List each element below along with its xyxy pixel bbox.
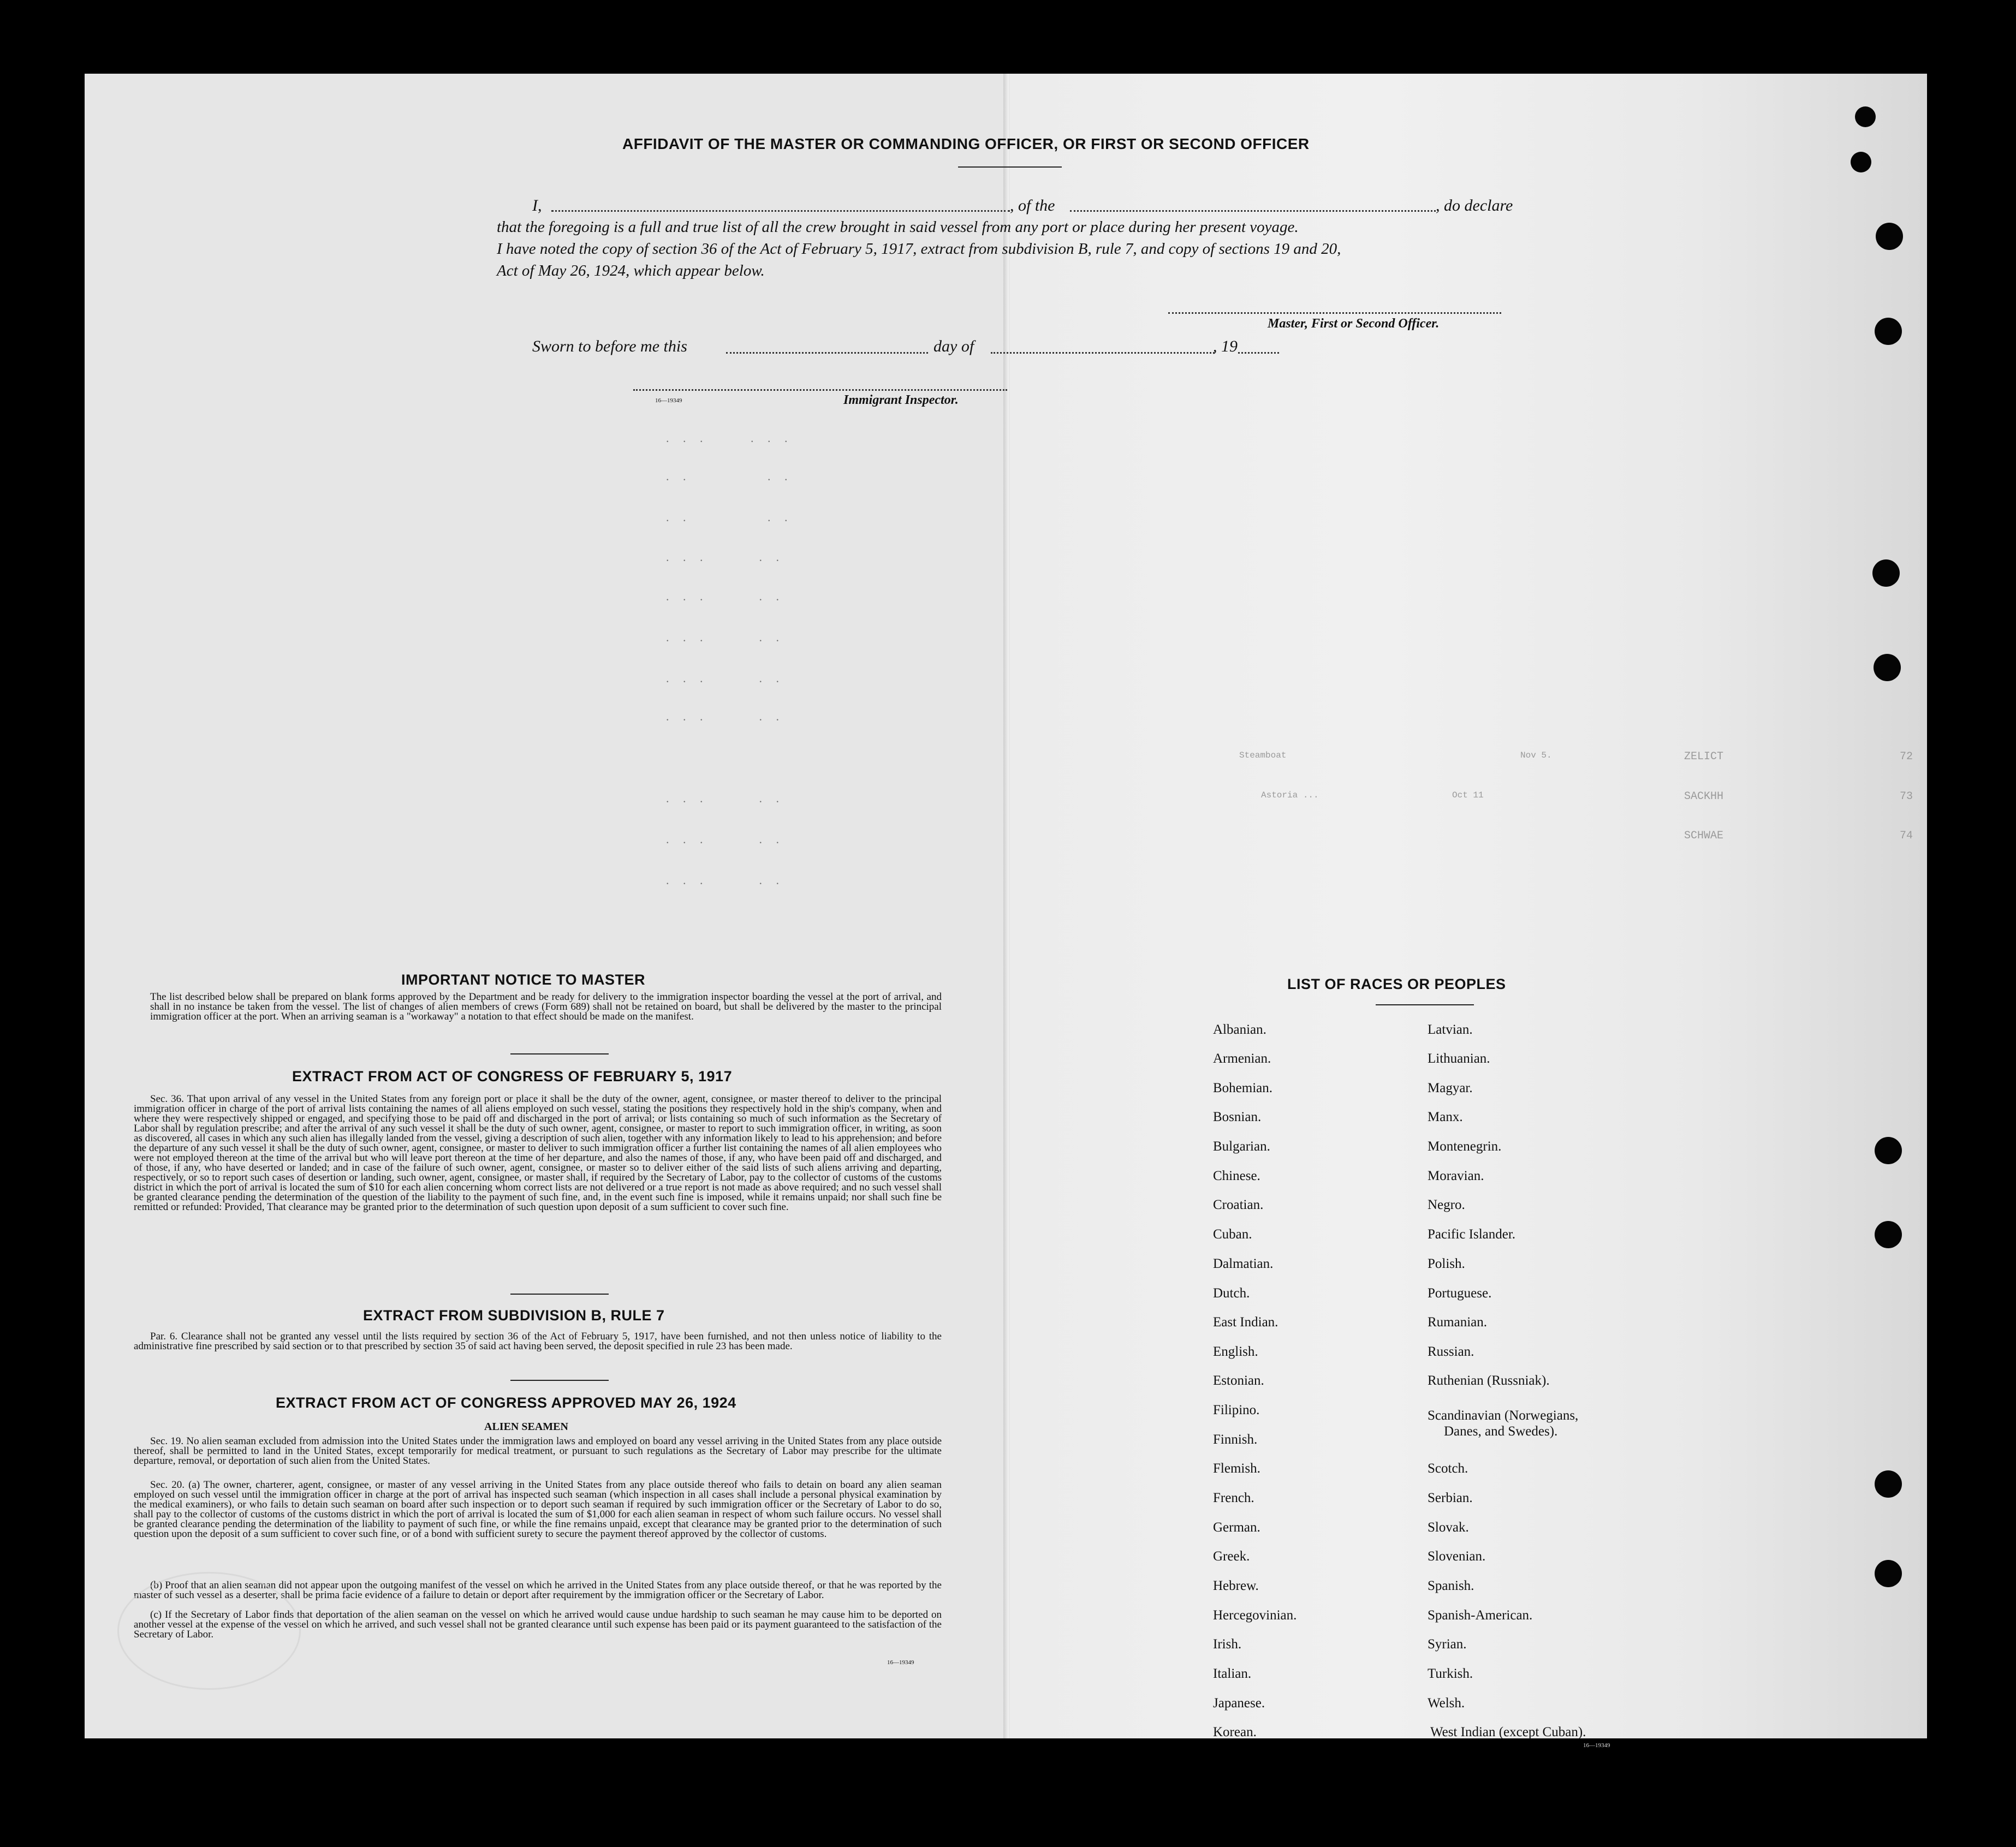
punch-hole: [1876, 223, 1903, 250]
year-text: , 19: [1213, 337, 1238, 355]
race-item: Syrian.: [1428, 1637, 1467, 1652]
ghost-row-number: 72: [1900, 750, 1913, 763]
signature-label: Master, First or Second Officer.: [1268, 317, 1440, 331]
race-item: Slovak.: [1428, 1520, 1469, 1535]
race-item: Croatian.: [1213, 1197, 1264, 1212]
race-item: Ruthenian (Russniak).: [1428, 1373, 1550, 1388]
race-item: Hercegovinian.: [1213, 1608, 1297, 1623]
race-item: Chinese.: [1213, 1169, 1260, 1183]
notice-text: The list described below shall be prepared on blank forms approved by the Department and be ready for delivery to the immigration inspector boarding the vessel at the port of arrival, and shall in no instance be taken from the vessel. The list of changes of alien members of crews (Form 689) shall not be retained on board, but shall be delivered by the master to the principal immigration officer at the port. When an arriving seaman is a "workaway" a notation to that effect should be made on the manifest.: [150, 991, 942, 1022]
race-item: Slovenian.: [1428, 1549, 1486, 1564]
affidavit-line-4: Act of May 26, 1924, which appear below.: [497, 262, 765, 279]
extract-1924-title: EXTRACT FROM ACT OF CONGRESS APPROVED MAY 26, 1924: [276, 1395, 736, 1411]
extract-1917-text: Sec. 36. That upon arrival of any vessel in the United States from any foreign port or place it shall be the duty of the owner, agent, consignee, or master thereof to deliver to the principal immigration officer in charge of the port of arrival lists containing the names of all aliens employed on such vessel, stating the positions they respectively hold in the ship's company, when and where they were respectively shipped or engaged, and specifying those to be paid off and discharged in the port of arrival; or lists containing so much of such information as the Secretary of Labor shall by regulation prescribe; and after the arrival of any such vessel it shall be the duty of such owner, agent, consignee, or master to report to such immigration officer, in writing, as soon as discovered, all cases in which any such alien has illegally landed from the vessel, giving a description of such alien, together with any information likely to lead to his apprehension; and before the departure of any such vessel it shall be the duty of such owner, agent, consignee, or master to deliver to such immigration officer a further list containing the names of all alien employees who were not employed thereon at the time of the arrival but who will leave port thereon at the time of her departure, and also the names of those, if any, who have been paid off and discharged, and of those, if any, who have deserted or landed; and in case of the failure of such owner, agent, consignee, or master so to deliver either of the said lists of such aliens arriving and departing, respectively, or so to report such cases of desertion or landing, such owner, agent, consignee, or master shall, if required by the Secretary of Labor, pay to the collector of customs of the customs district in which the port of arrival is located the sum of $10 for each alien concerning whom correct lists are not delivered or a true report is not made as above required; and no such vessel shall be granted clearance pending the determination of the question of the liability to the payment of such fine, and, in the event such fine is imposed, while it remains unpaid; nor shall such fine be remitted or refunded: Provided, That clearance may be granted prior to the determination of such question upon deposit of a sum sufficient to cover such fine.: [134, 1093, 942, 1213]
ghost-entry: Oct 11: [1452, 790, 1484, 800]
race-item: Dutch.: [1213, 1286, 1250, 1301]
race-item: Spanish-American.: [1428, 1608, 1533, 1623]
race-item: Welsh.: [1428, 1696, 1465, 1711]
affidavit-line-2: that the foregoing is a full and true list of all the crew brought in said vessel from any port or place during her present voyage.: [497, 218, 1299, 236]
faint-row-marks: . . . . . .: [666, 431, 793, 445]
document-page-right-half: [1010, 74, 1927, 1738]
embossed-seal: [117, 1572, 301, 1690]
subdivision-b-title: EXTRACT FROM SUBDIVISION B, RULE 7: [363, 1307, 665, 1324]
faint-row-marks: . . . . .: [666, 791, 784, 805]
race-item: Serbian.: [1428, 1491, 1473, 1505]
section-divider: [510, 1380, 609, 1381]
sec-19-text: Sec. 19. No alien seaman excluded from admission into the United States under the immigration laws and employed on board any vessel arriving in the United States from any place outside thereof, shall be permitted to land in the United States, except temporarily for medical treatment, or pursuant to such regulations as the Secretary of Labor may prescribe for the ultimate departure, removal, or deportation of such alien from the United States.: [134, 1435, 942, 1467]
race-item: Bulgarian.: [1213, 1139, 1270, 1154]
race-item: Danes, and Swedes).: [1444, 1424, 1558, 1439]
affidavit-title: AFFIDAVIT OF THE MASTER OR COMMANDING OFFICER, OR FIRST OR SECOND OFFICER: [622, 135, 1310, 152]
race-item: Albanian.: [1213, 1022, 1266, 1037]
form-number: 16—19349: [1583, 1742, 1610, 1749]
inspector-line: [633, 389, 1007, 391]
faint-row-marks: . . . . .: [666, 589, 784, 603]
ghost-entry: Steamboat: [1239, 750, 1287, 760]
race-item: English.: [1213, 1344, 1258, 1359]
page-fold: [1003, 74, 1009, 1738]
race-item: Negro.: [1428, 1197, 1465, 1212]
faint-row-marks: . . . . .: [666, 671, 784, 685]
sworn-month-blank: [991, 352, 1215, 354]
section-divider: [510, 1294, 609, 1295]
punch-hole: [1875, 1221, 1902, 1248]
name-blank: [551, 210, 1010, 212]
year-blank: [1238, 352, 1279, 354]
race-item: Flemish.: [1213, 1461, 1260, 1476]
race-item: Turkish.: [1428, 1666, 1473, 1681]
ghost-row-number: 73: [1900, 790, 1913, 803]
race-item: Spanish.: [1428, 1578, 1474, 1593]
faint-row-marks: . . . . .: [666, 873, 784, 887]
sec-20a-text: Sec. 20. (a) The owner, charterer, agent, consignee, or master of any vessel arriving in the United States from any place outside thereof who fails to detain on board any alien seaman employed on such vessel until the immigration officer in charge at the port of arrival has inspected such seaman (which inspection in all cases shall include a personal physical examination by the medical examiners), or who fails to detain such seaman on board after such inspection or to deport such seaman if required by such immigration officer or the Secretary of Labor to do so, shall pay to the collector of customs of the customs district in which the port of arrival is located the sum of $1,000 for each alien seaman in respect of whom such failure occurs. No vessel shall be granted clearance pending the determination of the liability to payment of such fine, or while the fine remains unpaid, except that clearance may be granted prior to the determination of such question upon the deposit of a sum sufficient to cover such fine, or of a bond with sufficient surety to secure the payment thereof approved by the collector of customs.: [134, 1479, 942, 1540]
faint-row-marks: . . . . .: [666, 710, 784, 723]
ghost-entry: Nov 5.: [1520, 750, 1552, 760]
race-item: Magyar.: [1428, 1081, 1473, 1095]
punch-hole: [1875, 1470, 1902, 1498]
form-number: 16—19349: [887, 1659, 914, 1666]
sec-20b-text: (b) Proof that an alien seaman did not appear upon the outgoing manifest of the vessel on which he arrived in the United States from any place outside thereof, or that he was reported by the master of such vessel as a deserter, shall be prima facie evidence of a failure to detain or deport after requirement by the immigration officer or the Secretary of Labor.: [134, 1580, 942, 1601]
race-item: Cuban.: [1213, 1227, 1252, 1242]
ghost-row-number: 74: [1900, 830, 1913, 842]
sworn-day-blank: [726, 352, 928, 354]
punch-hole: [1855, 106, 1876, 127]
day-of-text: day of: [933, 337, 974, 355]
race-item: Bosnian.: [1213, 1110, 1262, 1124]
section-divider: [510, 1053, 609, 1054]
faint-row-marks: . . . . .: [666, 550, 784, 564]
sec-20c-text: (c) If the Secretary of Labor finds that deportation of the alien seaman on the vessel on which he arrived would cause undue hardship to such seaman he may cause him to be deported on another vessel at the expense of the vessel on which he arrived, and such vessel shall not be granted clearance until such expense has been paid or its payment guaranteed to the satisfaction of the Secretary of Labor.: [134, 1609, 942, 1640]
faint-row-marks: . . . . .: [666, 630, 784, 644]
race-item: Latvian.: [1428, 1022, 1473, 1037]
race-item: Rumanian.: [1428, 1315, 1488, 1330]
race-item: Russian.: [1428, 1344, 1474, 1359]
race-item: Irish.: [1213, 1637, 1242, 1652]
race-item: French.: [1213, 1491, 1254, 1505]
race-item: Montenegrin.: [1428, 1139, 1502, 1154]
punch-hole: [1874, 654, 1901, 681]
ghost-entry: Astoria ...: [1261, 790, 1319, 800]
ghost-name: SCHWAE: [1684, 830, 1724, 842]
race-item: West Indian (except Cuban).: [1430, 1725, 1586, 1739]
affidavit-do-declare: , do declare: [1436, 196, 1513, 215]
race-item: Finnish.: [1213, 1432, 1258, 1447]
notice-title: IMPORTANT NOTICE TO MASTER: [401, 972, 645, 988]
punch-hole: [1851, 152, 1871, 172]
affidavit-of-the: , of the: [1010, 196, 1055, 215]
race-item: Greek.: [1213, 1549, 1250, 1564]
ghost-name: ZELICT: [1684, 750, 1724, 763]
race-item: Filipino.: [1213, 1403, 1260, 1417]
race-item: Bohemian.: [1213, 1081, 1273, 1095]
race-item: Armenian.: [1213, 1051, 1271, 1066]
punch-hole: [1875, 318, 1902, 345]
faint-row-marks: . . . .: [666, 510, 793, 524]
faint-row-marks: . . . .: [666, 469, 793, 483]
alien-seamen-subtitle: ALIEN SEAMEN: [484, 1421, 568, 1433]
race-item: Lithuanian.: [1428, 1051, 1490, 1066]
race-item: Estonian.: [1213, 1373, 1264, 1388]
form-number: 16—19349: [655, 397, 682, 404]
race-item: Scandinavian (Norwegians,: [1428, 1408, 1579, 1423]
affidavit-i: I,: [532, 196, 542, 215]
race-item: Korean.: [1213, 1725, 1257, 1739]
race-item: Manx.: [1428, 1110, 1463, 1124]
signature-line: [1168, 312, 1501, 314]
affidavit-line-3: I have noted the copy of section 36 of the Act of February 5, 1917, extract from subdivision B, rule 7, and copy of sections 19 and 20,: [497, 240, 1341, 258]
race-item: Japanese.: [1213, 1696, 1265, 1711]
vessel-blank: [1070, 210, 1436, 212]
race-item: Scotch.: [1428, 1461, 1468, 1476]
punch-hole: [1875, 1560, 1902, 1587]
inspector-label: Immigrant Inspector.: [843, 393, 959, 407]
race-item: East Indian.: [1213, 1315, 1278, 1330]
ghost-name: SACKHH: [1684, 790, 1724, 803]
punch-hole: [1875, 1137, 1902, 1164]
race-item: Hebrew.: [1213, 1578, 1259, 1593]
punch-hole: [1872, 559, 1900, 587]
races-underline: [1376, 1004, 1474, 1005]
extract-1917-title: EXTRACT FROM ACT OF CONGRESS OF FEBRUARY 5, 1917: [292, 1068, 733, 1085]
race-item: Italian.: [1213, 1666, 1252, 1681]
title-underline: [958, 166, 1062, 168]
race-item: Pacific Islander.: [1428, 1227, 1516, 1242]
race-item: Dalmatian.: [1213, 1256, 1274, 1271]
race-item: Polish.: [1428, 1256, 1465, 1271]
sworn-text: Sworn to before me this: [532, 337, 687, 355]
faint-row-marks: . . . . .: [666, 832, 784, 846]
race-item: German.: [1213, 1520, 1260, 1535]
subdivision-b-text: Par. 6. Clearance shall not be granted any vessel until the lists required by section 36 of the Act of February 5, 1917, have been furnished, and not then unless notice of liability to the administrative fine prescribed by said section or to that prescribed by section 35 of said act having been served, the deposit specified in rule 23 has been made.: [134, 1331, 942, 1352]
race-item: Portuguese.: [1428, 1286, 1492, 1301]
races-title: LIST OF RACES OR PEOPLES: [1287, 976, 1506, 992]
race-item: Moravian.: [1428, 1169, 1484, 1183]
